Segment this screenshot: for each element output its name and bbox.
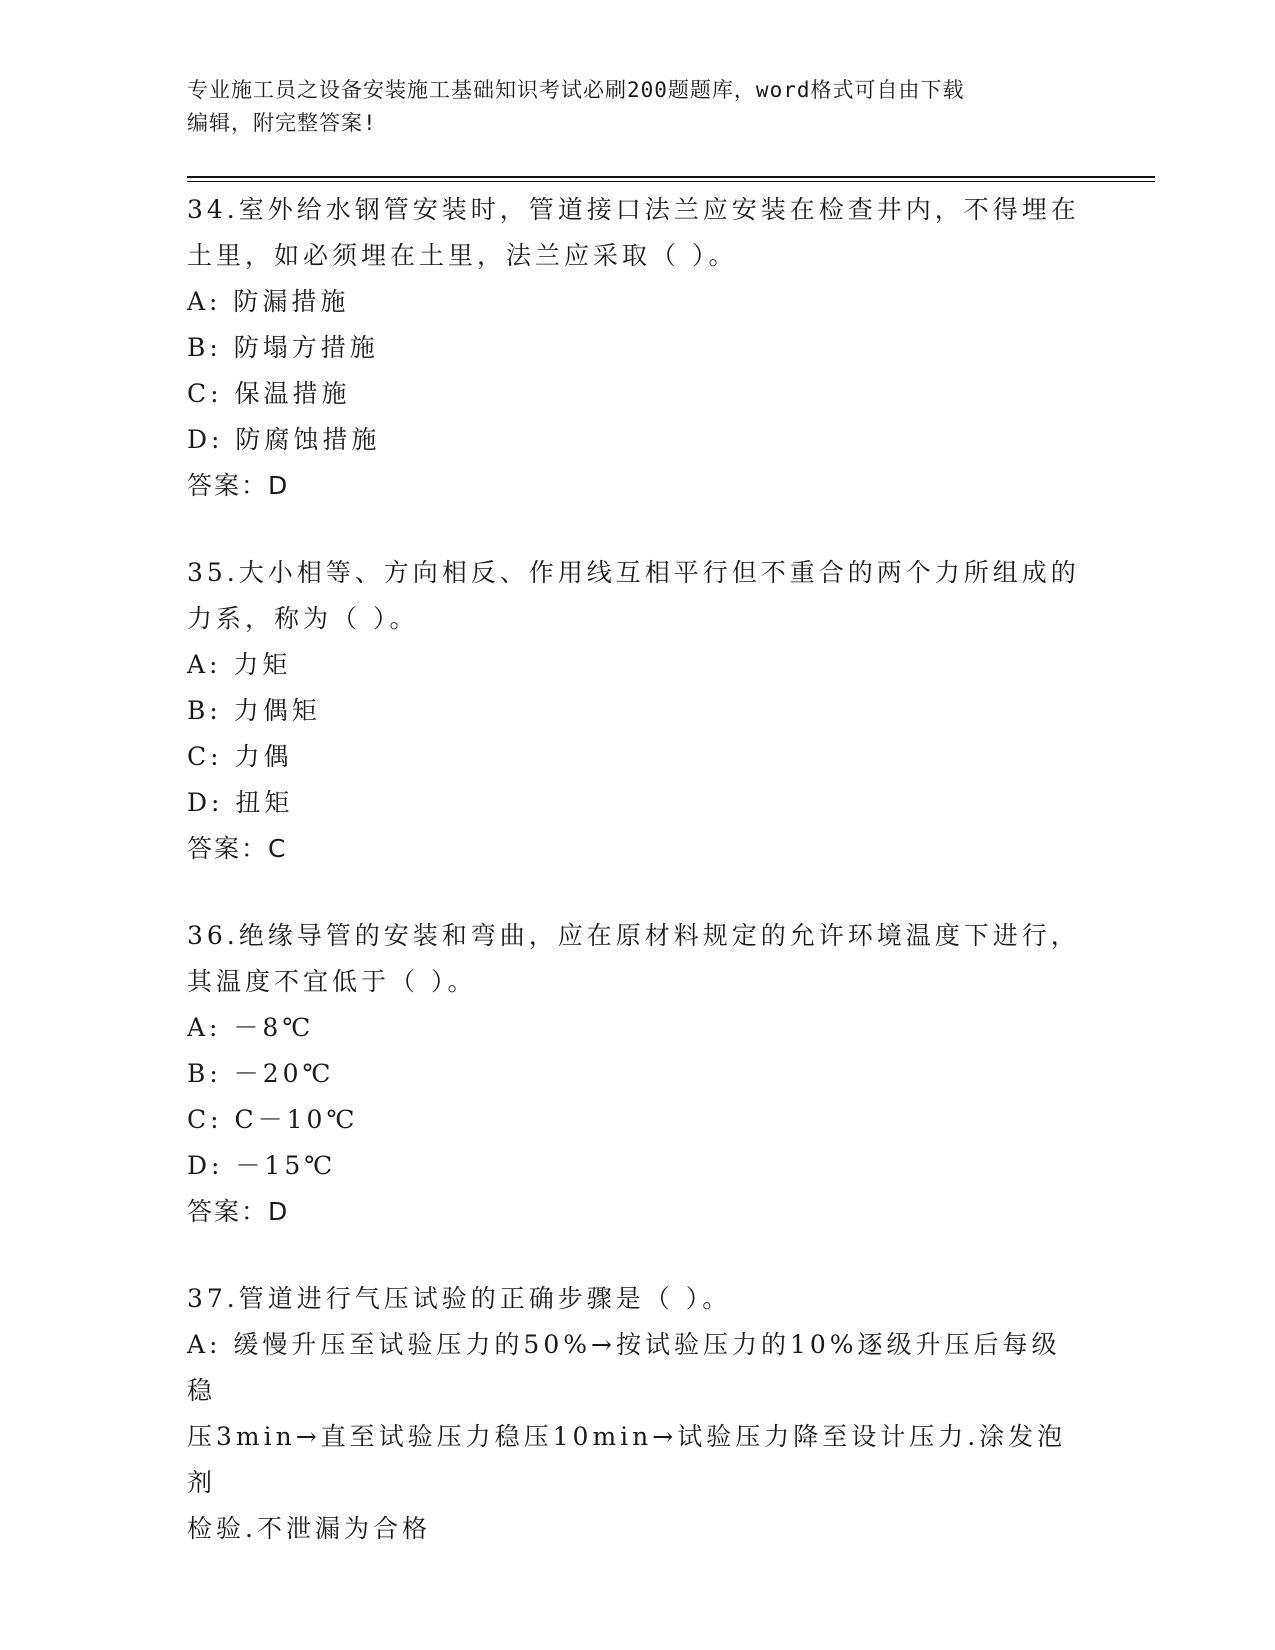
header-line-2: 编辑，附完整答案! xyxy=(187,111,377,135)
option-d: D: 扭矩 xyxy=(187,788,294,817)
question-stem-line: 土里，如必须埋在土里，法兰应采取（ ）。 xyxy=(187,241,738,270)
answer: 答案：C xyxy=(187,834,288,863)
question-36 xyxy=(187,913,1087,1235)
answer: 答案：D xyxy=(187,471,290,500)
option-a: A: 力矩 xyxy=(187,650,292,679)
question-stem-line: 力系，称为（ ）。 xyxy=(187,604,419,633)
option-b: B: 防塌方措施 xyxy=(187,333,379,362)
question-35 xyxy=(187,550,1087,872)
question-stem-line: 36.绝缘导管的安装和弯曲，应在原材料规定的允许环境温度下进行， xyxy=(187,921,1080,950)
option-d: D: 防腐蚀措施 xyxy=(187,425,381,454)
answer: 答案：D xyxy=(187,1197,290,1226)
header-line-1: 专业施工员之设备安装施工基础知识考试必刷200题题库，word格式可自由下载 xyxy=(187,78,965,102)
question-stem-line: 34.室外给水钢管安装时，管道接口法兰应安装在检查井内，不得埋在 xyxy=(187,195,1080,224)
question-34 xyxy=(187,187,1087,509)
header-divider-thick xyxy=(187,176,1155,178)
header-divider-thin xyxy=(187,181,1155,182)
option-a-line: 压3min→直至试验压力稳压10min→试验压力降至设计压力.涂发泡剂 xyxy=(187,1422,1067,1497)
option-a: A: 防漏措施 xyxy=(187,287,350,316)
option-c: C: C－10℃ xyxy=(187,1105,359,1134)
option-a-line: A: 缓慢升压至试验压力的50%→按试验压力的10%逐级升压后每级稳 xyxy=(187,1330,1061,1405)
question-stem-line: 37.管道进行气压试验的正确步骤是（ ）。 xyxy=(187,1284,732,1313)
question-37 xyxy=(187,1276,1087,1552)
option-a-line: 检验.不泄漏为合格 xyxy=(187,1514,431,1543)
option-c: C: 力偶 xyxy=(187,742,293,771)
question-stem-line: 其温度不宜低于（ ）。 xyxy=(187,967,477,996)
question-stem-line: 35.大小相等、方向相反、作用线互相平行但不重合的两个力所组成的 xyxy=(187,558,1080,587)
option-a: A: －8℃ xyxy=(187,1013,315,1042)
option-d: D: －15℃ xyxy=(187,1151,337,1180)
option-c: C: 保温措施 xyxy=(187,379,351,408)
document-header xyxy=(187,74,1067,140)
option-b: B: －20℃ xyxy=(187,1059,335,1088)
option-b: B: 力偶矩 xyxy=(187,696,321,725)
